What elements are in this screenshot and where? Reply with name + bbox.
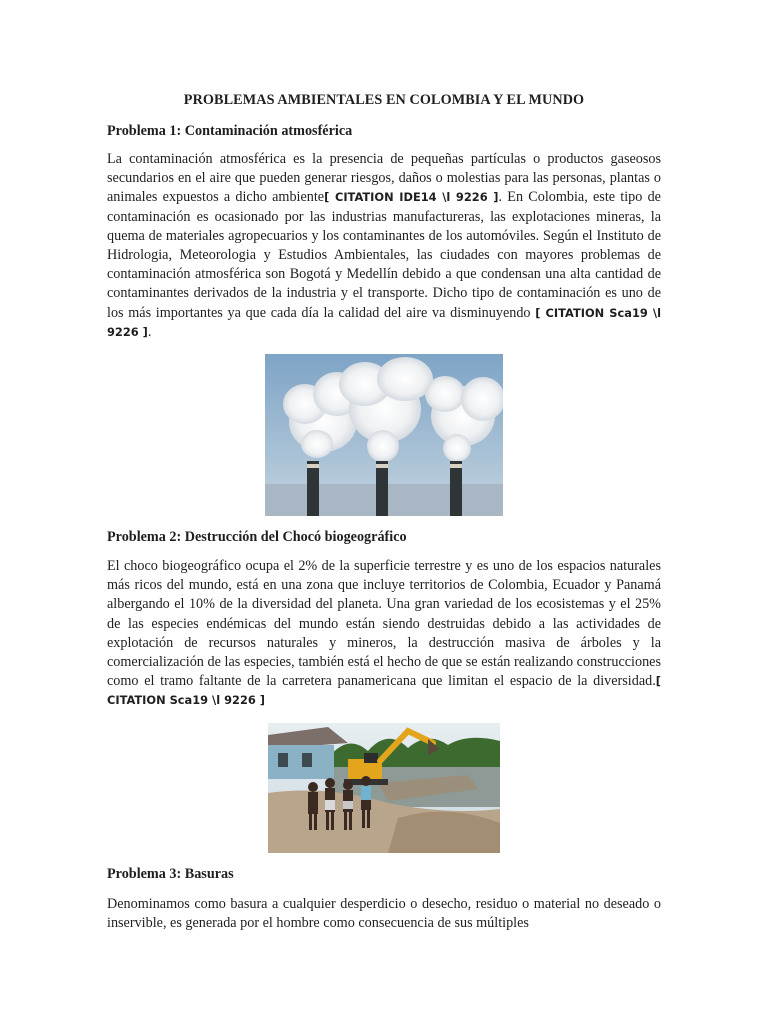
citation-field: [ CITATION Sca19 \l 9226 ] xyxy=(107,305,661,339)
paragraph-text: Denominamos como basura a cualquier desperdicio o desecho, residuo o material no deseado o inservible, es generada por el hombre como consecuencia de sus múltiples xyxy=(107,896,661,932)
citation-field: [ CITATION IDE14 \l 9226 ] xyxy=(324,190,499,205)
paragraph-text: . xyxy=(147,323,152,340)
page-title: PROBLEMAS AMBIENTALES EN COLOMBIA Y EL MUNDO xyxy=(183,92,585,108)
section-paragraph-2 xyxy=(107,557,661,711)
section-heading-3: Problema 3: Basuras xyxy=(107,866,234,882)
section-heading-1: Problema 1: Contaminación atmosférica xyxy=(107,123,353,139)
citation-field: [ CITATION Sca19 \l 9226 ] xyxy=(107,674,661,708)
section-heading-2: Problema 2: Destrucción del Chocó biogeográfico xyxy=(107,529,407,545)
mining-excavator-photo xyxy=(268,723,500,853)
paragraph-text: El choco biogeográfico ocupa el 2% de la superficie terrestre y es uno de los espacios naturales más ricos del mundo, está en una zona que incluye territorios de Colombia, Ecuador y Panamá albergando el 10% de la diversidad del planeta. Una gran variedad de los ecosistemas y el 25% de las especies endémicas del mundo están siendo destruidas debido a las actividades de explotación de recursos naturales y mineros, la destrucción masiva de árboles y la comercialización de las especies, también está el hecho de que se están realizando construcciones como el tramo faltante de la carretera panamericana que limitan el espacio de la diversidad. xyxy=(107,558,661,690)
section-paragraph-1 xyxy=(107,150,661,342)
paragraph-text: . En Colombia, este tipo de contaminación es ocasionado por las industrias manufactureras, las explotaciones mineras, la quema de materiales agropecuarios y los contaminantes de los automóviles. Según el Instituto de Hidrologia, Meteorologia y Estudios Ambientales, las ciudades con mayores problemas de contaminación atmosférica son Bogotá y Medellín debido a que condensan una alta cantidad de contaminantes derivados de la industria y el transporte. Dicho tipo de contaminación es uno de los más importantes ya que cada día la calidad del aire va disminuyendo xyxy=(107,189,661,321)
paragraph-text: La contaminación atmosférica es la presencia de pequeñas partículas o productos gaseosos secundarios en el aire que pueden generar riesgos, daños o molestias para las personas, plantas o animales expuestos a dicho ambiente xyxy=(107,151,661,206)
section-paragraph-3 xyxy=(107,895,661,933)
smokestacks-photo xyxy=(265,354,503,516)
